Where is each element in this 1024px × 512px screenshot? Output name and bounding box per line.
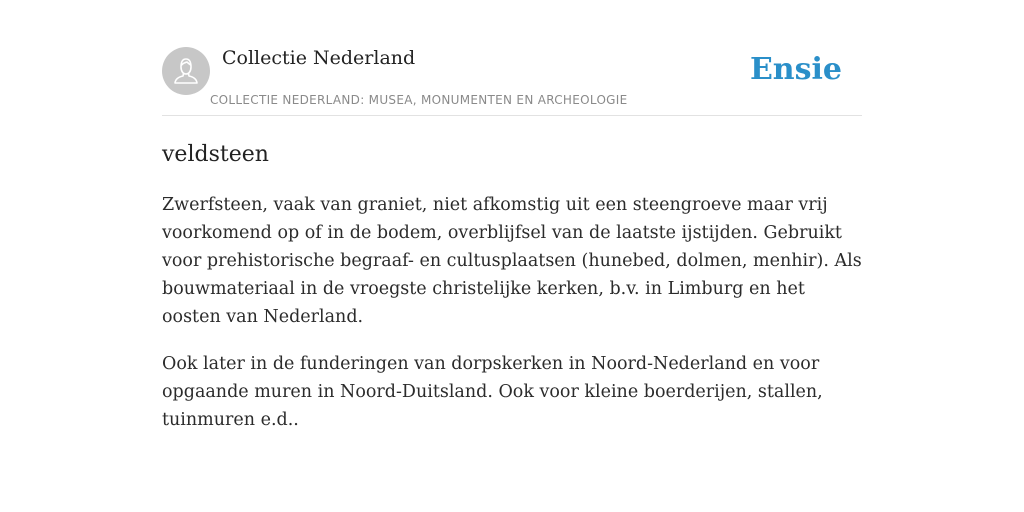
definition-paragraph: Zwerfsteen, vaak van graniet, niet afkomstig uit een steengroeve maar vrij voorkomend op of in de bodem, overblijfsel van de laatste ijstijden. Gebruikt voor prehistorische begraaf- en cultusplaatsen (hunebed, dolmen, menhir). Als bouwmateriaal in de vroegste christelijke kerken, b.v. in Limburg en het oosten van Nederland.: [162, 195, 862, 327]
entry-definition: [162, 191, 862, 434]
page: [162, 0, 862, 434]
ensie-logo[interactable]: Ensie: [749, 52, 842, 87]
author-name[interactable]: Collectie Nederland: [222, 47, 416, 69]
definition-paragraph: Ook later in de funderingen van dorpskerken in Noord-Nederland en voor opgaande muren in Noord-Duitsland. Ook voor kleine boerderijen, stallen, tuinmuren e.d..: [162, 354, 823, 430]
author-avatar[interactable]: [162, 47, 210, 95]
source-label[interactable]: COLLECTIE NEDERLAND: MUSEA, MONUMENTEN EN ARCHEOLOGIE: [210, 93, 628, 107]
entry-term: veldsteen: [162, 142, 269, 167]
user-silhouette-icon: [162, 47, 210, 95]
entry-header: [162, 46, 862, 116]
